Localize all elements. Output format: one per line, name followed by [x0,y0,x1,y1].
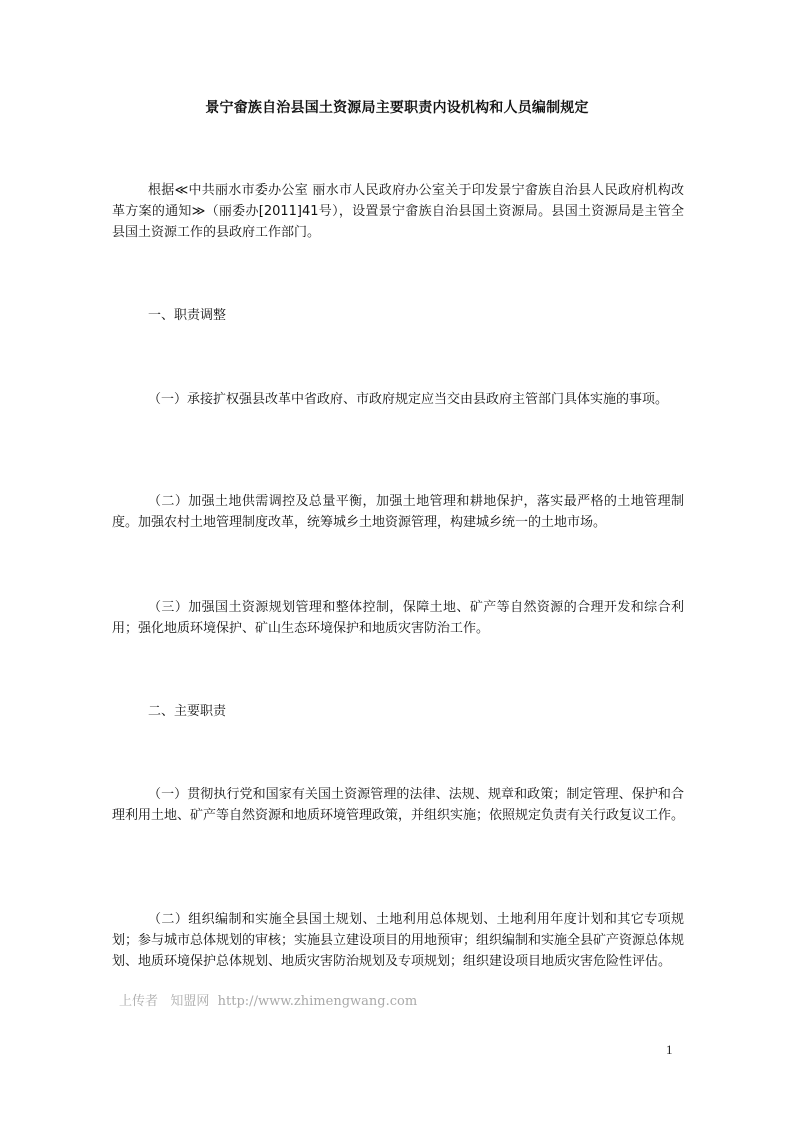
section-2-item-1: （一）贯彻执行党和国家有关国土资源管理的法律、法规、规章和政策；制定管理、保护和合理利用土地、矿产等自然资源和地质环境管理政策，并组织实施；依照规定负责有关行政复议工作。 [112,787,685,823]
section-2-item-2: （二）组织编制和实施全县国土规划、土地利用总体规划、土地利用年度计划和其它专项规划；参与城市总体规划的审核；实施县立建设项目的用地预审；组织编制和实施全县矿产资源总体规划、地质环境保护总体规划、地质灾害防治规划及专项规划；组织建设项目地质灾害危险性评估。 [112,912,685,969]
section-1-item-2: （二）加强土地供需调控及总量平衡，加强土地管理和耕地保护，落实最严格的土地管理制度。加强农村土地管理制度改革，统筹城乡土地资源管理，构建城乡统一的土地市场。 [112,494,684,530]
section-1-item-3: （三）加强国土资源规划管理和整体控制，保障土地、矿产等自然资源的合理开发和综合利用；强化地质环境保护、矿山生态环境保护和地质灾害防治工作。 [112,600,684,636]
intro-paragraph: 根据≪中共丽水市委办公室 丽水市人民政府办公室关于印发景宁畲族自治县人民政府机构改革方案的通知≫（丽委办[2011]41号），设置景宁畲族自治县国土资源局。县国土资源局是主管全县国土资源工作的县政府工作部门。 [112,183,684,240]
section-1-item-1: （一）承接扩权强县改革中省政府、市政府规定应当交由县政府主管部门具体实施的事项。 [148,392,669,407]
section-1-heading: 一、职责调整 [148,308,227,323]
page-number: 1 [666,1042,673,1057]
section-2-heading: 二、主要职责 [148,704,227,719]
uploader-watermark: 上传者 知盟网 http://www.zhimengwang.com [119,994,418,1009]
document-title: 景宁畲族自治县国土资源局主要职责内设机构和人员编制规定 [205,100,589,116]
